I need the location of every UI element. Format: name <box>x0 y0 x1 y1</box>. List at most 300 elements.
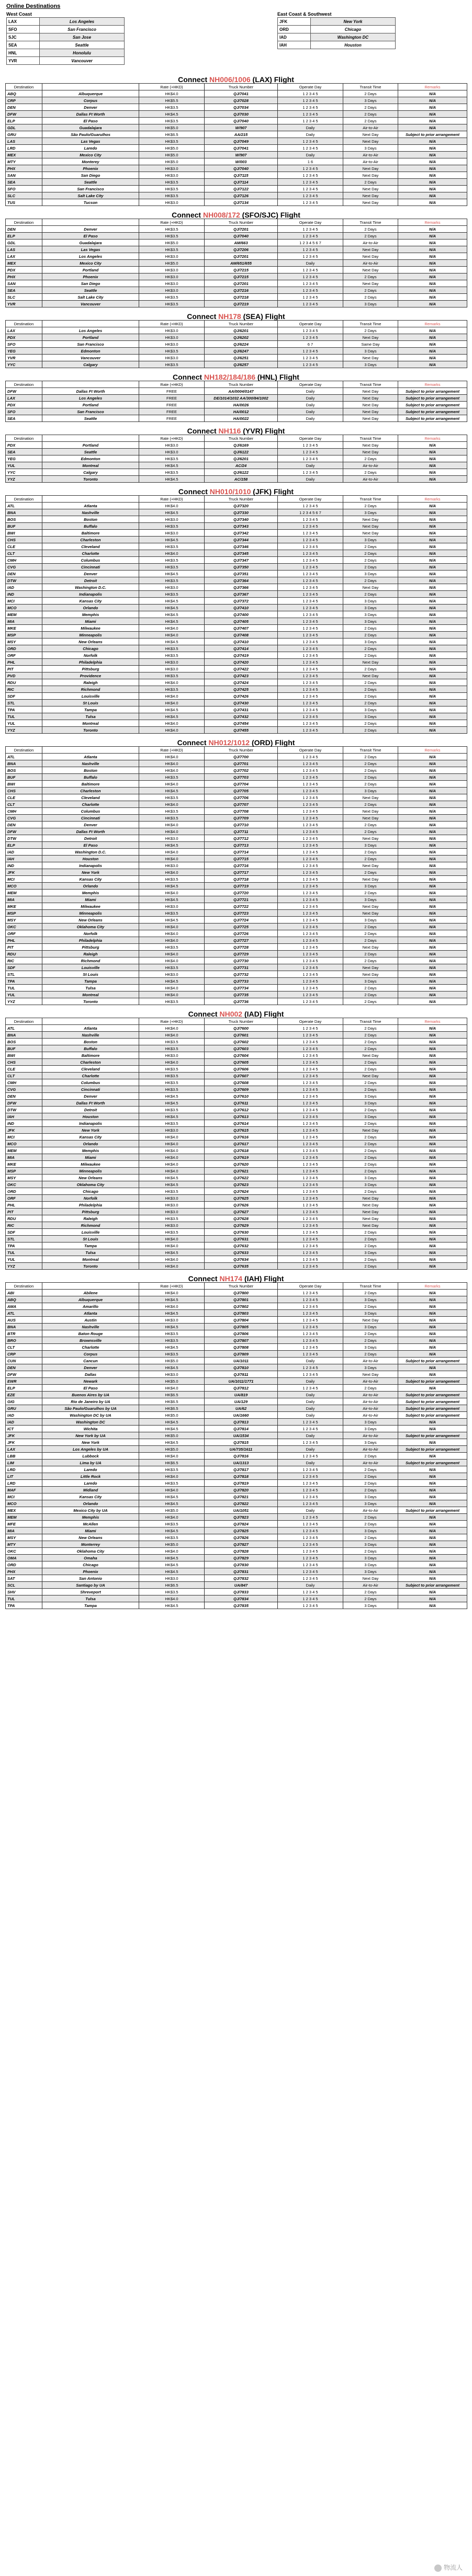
truck-number: QJ/7818 <box>205 1473 278 1480</box>
transit-time: 2 Days <box>343 1161 398 1168</box>
transit-time: Air-to-Air <box>343 1358 398 1364</box>
remarks: N/A <box>398 1466 467 1473</box>
rate: HK$4.5 <box>139 883 205 890</box>
table-row <box>6 1086 467 1093</box>
table-row <box>6 1337 467 1344</box>
transit-time: 3 Days <box>343 1324 398 1330</box>
rate: HK$3.0 <box>139 165 205 172</box>
rate: HK$3.5 <box>139 1079 205 1086</box>
destination-code: SFO <box>6 408 42 415</box>
transit-time: Next Day <box>343 442 398 449</box>
operate-day: 1 2 3 4 5 <box>278 1249 343 1256</box>
rate: HK$4.0 <box>139 1147 205 1154</box>
operate-day: 1 2 3 4 5 <box>278 760 343 767</box>
truck-number: QJ/7735 <box>205 991 278 998</box>
section-hub-flight: NH116 <box>218 427 241 435</box>
truck-number: QJ/7432 <box>205 713 278 720</box>
destination-city: Miami <box>42 1528 139 1534</box>
truck-number: QJ/7736 <box>205 998 278 1005</box>
destination-city: Columbus <box>42 1079 139 1086</box>
table-row <box>6 550 467 557</box>
rate: HK$3.5 <box>139 998 205 1005</box>
operate-day: 1 2 3 4 5 <box>278 1494 343 1500</box>
rate: HK$4.0 <box>139 822 205 828</box>
col-remarks: Remarks <box>398 747 467 754</box>
truck-number: QJ/7820 <box>205 1487 278 1494</box>
truck-number: QJ/7633 <box>205 1249 278 1256</box>
transit-time: 2 Days <box>343 1147 398 1154</box>
remarks: N/A <box>398 348 467 355</box>
operate-day: 1 2 3 4 5 <box>278 327 343 334</box>
rate: HK$4.5 <box>139 639 205 645</box>
remarks: N/A <box>398 598 467 605</box>
east-coast-row <box>278 41 396 49</box>
destination-city: Minneapolis <box>42 910 139 917</box>
destination-city: Memphis <box>42 611 139 618</box>
destination-city: Guadalajara <box>42 240 139 246</box>
destination-city: Nashville <box>42 509 139 516</box>
table-row <box>6 700 467 706</box>
destination-code: PVD <box>6 673 42 679</box>
section-title-prefix: Connect <box>188 1274 220 1283</box>
remarks: N/A <box>398 652 467 659</box>
transit-time: 2 Days <box>343 327 398 334</box>
col-destination-code: Destination <box>6 747 42 754</box>
operate-day: 1 2 3 4 5 <box>278 903 343 910</box>
operate-day: 1 2 3 4 5 <box>278 856 343 862</box>
section-title <box>5 373 467 381</box>
table-row <box>6 1521 467 1528</box>
operate-day: 1 2 3 4 5 <box>278 1480 343 1487</box>
operate-day: 1 2 3 4 5 <box>278 713 343 720</box>
operate-day: 1 2 3 4 5 <box>278 1175 343 1181</box>
section-hub-flight: NH174 <box>219 1274 243 1283</box>
transit-time: Air-to-Air <box>343 152 398 158</box>
destination-code: CHS <box>6 537 42 543</box>
rate: HK$4.5 <box>139 978 205 985</box>
operate-day: 1 2 3 4 5 <box>278 145 343 152</box>
operate-day: 1 2 3 4 5 <box>278 944 343 951</box>
destination-code: MIA <box>6 896 42 903</box>
destination-city: Seattle <box>42 287 139 294</box>
table-row <box>6 1405 467 1412</box>
transit-time: Next Day <box>343 131 398 138</box>
truck-number: QJ/7366 <box>205 584 278 591</box>
remarks: N/A <box>398 903 467 910</box>
truck-number: QJ/7726 <box>205 930 278 937</box>
truck-number: AM/663 <box>205 240 278 246</box>
west-coast-row <box>7 18 125 26</box>
destination-code: PHX <box>6 273 42 280</box>
destination-code: MTY <box>6 158 42 165</box>
transit-time: Next Day <box>343 186 398 192</box>
destination-city: Columbus <box>42 557 139 564</box>
table-row <box>6 706 467 713</box>
destination-city: Dallas Ft Worth <box>42 111 139 118</box>
destination-city: Boston <box>42 767 139 774</box>
remarks: N/A <box>398 591 467 598</box>
operate-day: 1 2 3 4 5 <box>278 455 343 462</box>
destination-city: San Francisco <box>42 341 139 348</box>
transit-time: Next Day <box>343 964 398 971</box>
table-row <box>6 767 467 774</box>
destination-code: TUL <box>6 713 42 720</box>
operate-day: 1 2 3 4 5 6 7 <box>278 240 343 246</box>
destination-city: Philadelphia <box>42 937 139 944</box>
transit-time: 3 Days <box>343 1568 398 1575</box>
section-hub-flight: NH178 <box>218 312 241 321</box>
truck-number: QJ/7817 <box>205 1466 278 1473</box>
table-row <box>6 720 467 727</box>
truck-number: QJ/7724 <box>205 917 278 924</box>
destination-city: Houston <box>42 1113 139 1120</box>
operate-day: 1 2 3 4 5 <box>278 1317 343 1324</box>
remarks: N/A <box>398 1548 467 1555</box>
table-row <box>6 713 467 720</box>
destination-code: MEM <box>6 1514 42 1521</box>
destination-city: Chicago <box>42 1188 139 1195</box>
table-row <box>6 842 467 849</box>
remarks: N/A <box>398 1555 467 1561</box>
destination-code: MSP <box>6 632 42 639</box>
col-transit-time: Transit Time <box>343 747 398 754</box>
destination-city: Midland <box>42 1487 139 1494</box>
operate-day: 1 2 3 4 5 <box>278 179 343 186</box>
remarks: N/A <box>398 1209 467 1215</box>
transit-time: 2 Days <box>343 760 398 767</box>
transit-time: Air-to-Air <box>343 240 398 246</box>
table-row <box>6 104 467 111</box>
connect-section <box>5 1010 467 1270</box>
destination-code: CMH <box>6 557 42 564</box>
section-hub-flight: NH012/1012 <box>208 738 250 747</box>
transit-time: 2 Days <box>343 550 398 557</box>
truck-number: QJ/7215 <box>205 267 278 273</box>
table-row <box>6 679 467 686</box>
destination-city: Miami <box>42 1154 139 1161</box>
table-row <box>6 815 467 822</box>
truck-number: QJ/7122 <box>205 186 278 192</box>
rate: HK$4.0 <box>139 1487 205 1494</box>
transit-time: 2 Days <box>343 1107 398 1113</box>
transit-time: 3 Days <box>343 1602 398 1609</box>
destination-city: McAllen <box>42 1521 139 1528</box>
transit-time: 3 Days <box>343 978 398 985</box>
transit-time: 2 Days <box>343 985 398 991</box>
col-remarks: Remarks <box>398 1018 467 1025</box>
col-destination-code: Destination <box>6 321 42 327</box>
table-row <box>6 727 467 734</box>
rate: HK$4.5 <box>139 1249 205 1256</box>
truck-number: QJ/7733 <box>205 978 278 985</box>
destination-city: St Louis <box>42 700 139 706</box>
transit-time: Air-to-Air <box>343 124 398 131</box>
rate: HK$3.0 <box>139 355 205 361</box>
destination-code: CRP <box>6 97 42 104</box>
truck-number: QJ/7700 <box>205 754 278 760</box>
transit-time: 2 Days <box>343 1514 398 1521</box>
col-destination-city <box>42 496 139 503</box>
truck-number: QJ/7431 <box>205 706 278 713</box>
transit-time: 2 Days <box>343 700 398 706</box>
col-operate-day: Operate Day <box>278 1018 343 1025</box>
destination-code: BOS <box>6 767 42 774</box>
destination-city: San Diego <box>42 280 139 287</box>
destination-code: YVR <box>6 301 42 307</box>
operate-day: 1 2 3 4 5 <box>278 1290 343 1296</box>
destination-code: ORD <box>6 1188 42 1195</box>
destination-code: CVG <box>6 564 42 571</box>
truck-number: QJ/7425 <box>205 686 278 693</box>
destination-city: Montreal <box>42 1256 139 1263</box>
remarks: Subject to prior arrangement <box>398 1398 467 1405</box>
transit-time: 3 Days <box>343 605 398 611</box>
table-row <box>6 1595 467 1602</box>
operate-day: 1 2 3 4 5 <box>278 605 343 611</box>
transit-time: 3 Days <box>343 896 398 903</box>
truck-number: QJ/7049 <box>205 138 278 145</box>
destination-code: CRP <box>6 1351 42 1358</box>
transit-time: 2 Days <box>343 767 398 774</box>
operate-day: Daily <box>278 152 343 158</box>
truck-number: QJ/7126 <box>205 192 278 199</box>
remarks: N/A <box>398 1093 467 1100</box>
truck-number: UA/1011/1771 <box>205 1378 278 1385</box>
destination-city: Austin <box>42 1317 139 1324</box>
truck-number: QJ/7827 <box>205 1541 278 1548</box>
destination-city: Atlanta <box>42 1025 139 1032</box>
table-row <box>6 1534 467 1541</box>
destination-city: Nashville <box>42 1324 139 1330</box>
transit-time: 2 Days <box>343 1480 398 1487</box>
table-row <box>6 1602 467 1609</box>
transit-time: Next Day <box>343 192 398 199</box>
table-row <box>6 1378 467 1385</box>
remarks: N/A <box>398 1575 467 1582</box>
destination-city: Orlando <box>42 605 139 611</box>
transit-time: Next Day <box>343 1195 398 1202</box>
destination-city: Montreal <box>42 462 139 469</box>
transit-time: 2 Days <box>343 1236 398 1243</box>
table-row <box>6 1202 467 1209</box>
transit-time: 2 Days <box>343 503 398 509</box>
destination-code: MSY <box>6 1175 42 1181</box>
section-title <box>5 1010 467 1018</box>
transit-time: Air-to-Air <box>343 1405 398 1412</box>
west-coast-row <box>7 49 125 57</box>
destination-code: MIA <box>6 618 42 625</box>
rate: HK$3.5 <box>139 1337 205 1344</box>
truck-number: QJ/7612 <box>205 1107 278 1113</box>
destination-code: MEM <box>6 1147 42 1154</box>
remarks: N/A <box>398 801 467 808</box>
truck-number: QJ/7626 <box>205 1202 278 1209</box>
rate: HK$4.5 <box>139 788 205 794</box>
destination-city: Montreal <box>42 991 139 998</box>
table-row <box>6 991 467 998</box>
transit-time: 3 Days <box>343 1113 398 1120</box>
table-row <box>6 659 467 666</box>
col-operate-day: Operate Day <box>278 747 343 754</box>
truck-number: AC/158 <box>205 476 278 483</box>
transit-time: 3 Days <box>343 1100 398 1107</box>
section-hub-flight: NH002 <box>219 1010 243 1018</box>
col-rate: Rate (+HKD) <box>139 381 205 388</box>
truck-number: QJ/7809 <box>205 1351 278 1358</box>
operate-day: 1 2 3 4 5 <box>278 1555 343 1561</box>
operate-day: 1 2 3 4 5 <box>278 720 343 727</box>
table-row <box>6 1168 467 1175</box>
transit-time: 3 Days <box>343 145 398 152</box>
col-truck-number: Truck Number <box>205 321 278 327</box>
col-destination-city <box>42 219 139 226</box>
rate: HK$4.5 <box>139 1113 205 1120</box>
truck-number: QJ/7709 <box>205 815 278 822</box>
destination-city: Laredo <box>42 1480 139 1487</box>
transit-time: 3 Days <box>343 639 398 645</box>
destination-code: MTY <box>6 1541 42 1548</box>
east-coast-table <box>277 17 396 49</box>
operate-day: Daily <box>278 1412 343 1419</box>
operate-day: 1 2 3 4 5 <box>278 1310 343 1317</box>
table-row <box>6 883 467 890</box>
remarks: N/A <box>398 896 467 903</box>
destination-code: LAX <box>6 1446 42 1453</box>
truck-number: QJ/7721 <box>205 896 278 903</box>
rate: HK$3.0 <box>139 199 205 206</box>
truck-number: QJ/7829 <box>205 1555 278 1561</box>
rate: HK$4.5 <box>139 917 205 924</box>
table-row <box>6 760 467 767</box>
table-row <box>6 1392 467 1398</box>
transit-time: Air-to-Air <box>343 1392 398 1398</box>
destination-code: IND <box>6 862 42 869</box>
remarks: N/A <box>398 611 467 618</box>
remarks: N/A <box>398 1236 467 1243</box>
truck-number: QJ/7414 <box>205 645 278 652</box>
remarks: N/A <box>398 924 467 930</box>
truck-number: QJ/7801 <box>205 1296 278 1303</box>
destination-city: Dallas Ft Worth <box>42 1100 139 1107</box>
rate: HK$4.0 <box>139 767 205 774</box>
destination-city: Amarillo <box>42 1303 139 1310</box>
table-row <box>6 930 467 937</box>
operate-day: Daily <box>278 260 343 267</box>
table-row <box>6 1127 467 1134</box>
table-row <box>6 835 467 842</box>
remarks: N/A <box>398 849 467 856</box>
truck-number: QJ/7034 <box>205 104 278 111</box>
remarks: Subject to prior arrangement <box>398 388 467 395</box>
rate: HK$3.5 <box>139 774 205 781</box>
table-row <box>6 1134 467 1141</box>
section-title-prefix: Connect <box>172 211 203 219</box>
table-row <box>6 226 467 233</box>
remarks: N/A <box>398 273 467 280</box>
col-remarks: Remarks <box>398 435 467 442</box>
table-row <box>6 1100 467 1107</box>
header-row <box>6 381 467 388</box>
rate: HK$4.0 <box>139 503 205 509</box>
table-row <box>6 598 467 605</box>
destination-code: IAD <box>6 849 42 856</box>
truck-number: QJ/7201 <box>205 280 278 287</box>
truck-number: QJ/7622 <box>205 1175 278 1181</box>
table-row <box>6 172 467 179</box>
destination-city: New Orleans <box>42 1534 139 1541</box>
transit-time: 2 Days <box>343 287 398 294</box>
operate-day: 1 2 3 4 5 <box>278 1195 343 1202</box>
destination-city: Milwaukee <box>42 903 139 910</box>
destination-city: Memphis <box>42 1514 139 1521</box>
destination-city: Kansas City <box>42 876 139 883</box>
table-row <box>6 978 467 985</box>
destination-code: DFW <box>6 1371 42 1378</box>
section-hub-flight: NH010/1010 <box>209 487 251 496</box>
destination-code: SDF <box>6 1229 42 1236</box>
table-row <box>6 158 467 165</box>
destination-code: BUF <box>6 1045 42 1052</box>
truck-number: QJ/7419 <box>205 652 278 659</box>
truck-number: HA/0022 <box>205 415 278 422</box>
truck-number: QJ/7823 <box>205 1514 278 1521</box>
operate-day: 1 2 3 4 5 <box>278 788 343 794</box>
rate: HK$3.5 <box>139 815 205 822</box>
remarks: N/A <box>398 1453 467 1460</box>
destination-code: SCL <box>6 1582 42 1589</box>
transit-time: 3 Days <box>343 1364 398 1371</box>
remarks: Subject to prior arrangement <box>398 408 467 415</box>
east-coast-row <box>278 18 396 26</box>
destination-code: AUS <box>6 1317 42 1324</box>
west-coast-title: West Coast <box>6 12 32 17</box>
operate-day: 1 2 3 4 5 <box>278 1426 343 1432</box>
operate-day: 1 2 3 4 5 <box>278 958 343 964</box>
remarks: N/A <box>398 1256 467 1263</box>
west-coast-row <box>7 26 125 33</box>
truck-number: QJ/7114 <box>205 179 278 186</box>
table-row <box>6 301 467 307</box>
remarks: N/A <box>398 1032 467 1039</box>
rate: HK$4.0 <box>139 679 205 686</box>
destination-city: Miami <box>42 618 139 625</box>
operate-day: 1 2 3 4 5 <box>278 822 343 828</box>
city-name: Honolulu <box>40 49 125 57</box>
table-row <box>6 246 467 253</box>
transit-time: 2 Days <box>343 179 398 186</box>
table-row <box>6 1541 467 1548</box>
col-remarks: Remarks <box>398 1283 467 1290</box>
transit-time: Next Day <box>343 659 398 666</box>
remarks: N/A <box>398 97 467 104</box>
destination-code: RDU <box>6 1215 42 1222</box>
table-row <box>6 985 467 991</box>
destination-city: Atlanta <box>42 754 139 760</box>
col-rate: Rate (+HKD) <box>139 1283 205 1290</box>
destination-city: Raleigh <box>42 1215 139 1222</box>
table-row <box>6 152 467 158</box>
section-title-prefix: Connect <box>178 75 210 84</box>
col-truck-number: Truck Number <box>205 381 278 388</box>
truck-number: QJ/7706 <box>205 794 278 801</box>
transit-time: 2 Days <box>343 625 398 632</box>
transit-time: 3 Days <box>343 1528 398 1534</box>
transit-time: Next Day <box>343 165 398 172</box>
operate-day: 1 2 3 4 5 <box>278 1168 343 1175</box>
operate-day: Daily <box>278 402 343 408</box>
table-row <box>6 856 467 862</box>
operate-day: 1 2 3 4 5 <box>278 842 343 849</box>
